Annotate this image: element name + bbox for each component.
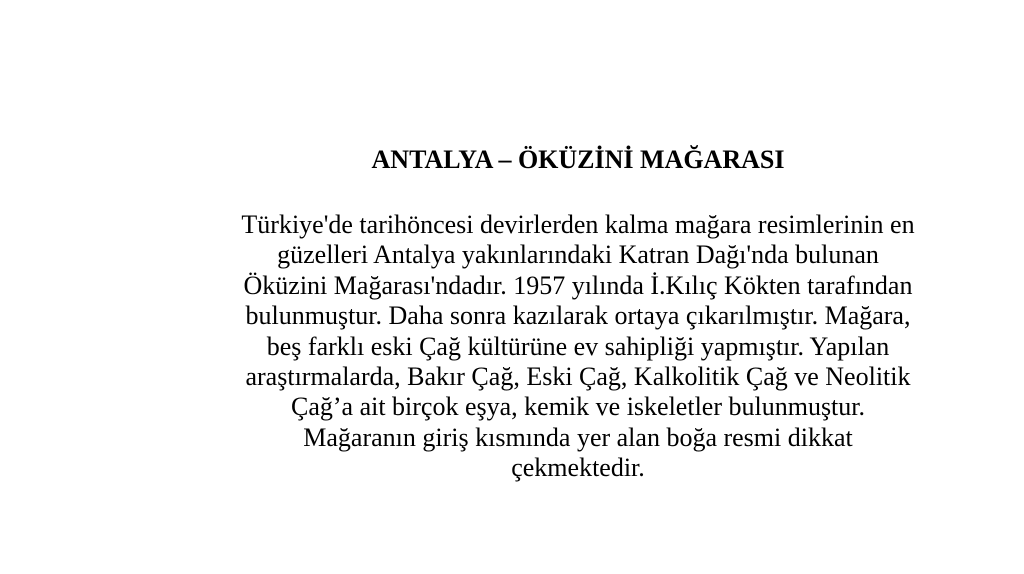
body-paragraph — [150, 210, 1006, 484]
spacer — [150, 180, 1006, 210]
body-line: araştırmalarda, Bakır Çağ, Eski Çağ, Kalkolitik Çağ ve Neolitik — [245, 362, 911, 392]
body-line: güzelleri Antalya yakınlarındaki Katran Dağı'nda bulunan — [277, 240, 879, 270]
body-line: çekmektedir. — [511, 453, 645, 483]
body-line: Türkiye'de tarihöncesi devirlerden kalma mağara resimlerinin en — [241, 210, 915, 239]
body-line: Öküzini Mağarası'ndadır. 1957 yılında İ.Kılıç Kökten tarafından — [243, 270, 913, 300]
slide-content — [150, 140, 1006, 484]
body-line: beş farklı eski Çağ kültürüne ev sahipliği yapmıştır. Yapılan — [266, 331, 890, 361]
body-line: Çağ’a ait birçok eşya, kemik ve iskeletler bulunmuştur. — [290, 392, 866, 422]
body-line: Mağaranın giriş kısmında yer alan boğa resmi dikkat — [303, 422, 853, 452]
slide-title: ANTALYA – ÖKÜZİNİ MAĞARASI — [371, 145, 785, 174]
body-line: bulunmuştur. Daha sonra kazılarak ortaya çıkarılmıştır. Mağara, — [245, 301, 911, 331]
